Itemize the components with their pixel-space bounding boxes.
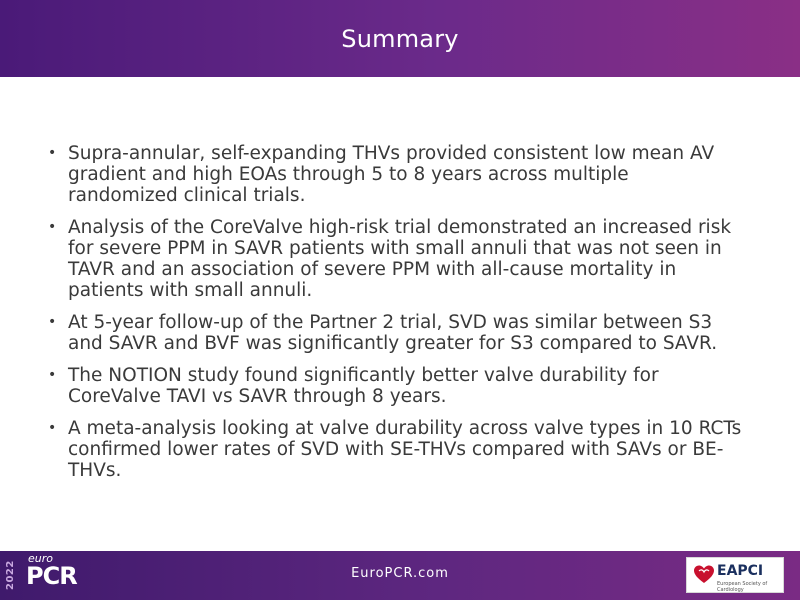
- bullet-item: [44, 418, 744, 481]
- bullet-icon: •: [48, 219, 57, 235]
- eapci-sublabel: European Society of Cardiology: [717, 581, 768, 593]
- bullet-text: The NOTION study found significantly better valve durability for CoreValve TAVI vs SAVR through 8 years.: [68, 365, 659, 407]
- bullet-icon: •: [48, 367, 57, 383]
- bullet-icon: •: [48, 314, 57, 330]
- bullet-item: [44, 143, 744, 206]
- heart-icon: [693, 564, 715, 586]
- bullet-text: Analysis of the CoreValve high-risk trial demonstrated an increased risk for severe PPM in SAVR patients with small annuli that was not seen in TAVR and an association of severe PPM with all-cause mortality in patients with small annuli.: [68, 217, 732, 301]
- bullet-list: [44, 143, 744, 492]
- bullet-icon: •: [48, 420, 57, 436]
- logo-year: 2022: [5, 560, 16, 590]
- bullet-item: [44, 365, 744, 407]
- header-bar: [0, 0, 800, 77]
- eapci-logo: [686, 557, 784, 593]
- logo-euro-text: euro: [28, 552, 53, 565]
- page-title: Summary: [341, 24, 459, 53]
- bullet-item: [44, 217, 744, 301]
- eapci-label: EAPCI: [717, 563, 764, 579]
- bullet-icon: •: [48, 145, 57, 161]
- footer-url: EuroPCR.com: [351, 566, 449, 581]
- logo-pcr-text: PCR: [26, 562, 77, 590]
- bullet-text: Supra-annular, self-expanding THVs provided consistent low mean AV gradient and high EOAs through 5 to 8 years across multiple randomized clinical trials.: [68, 143, 715, 206]
- bullet-item: [44, 312, 744, 354]
- bullet-text: At 5-year follow-up of the Partner 2 trial, SVD was similar between S3 and SAVR and BVF was significantly greater for S3 compared to SAVR.: [68, 312, 718, 354]
- bullet-text: A meta-analysis looking at valve durability across valve types in 10 RCTs confirmed lower rates of SVD with SE-THVs compared with SAVs or BE-THVs.: [68, 418, 742, 481]
